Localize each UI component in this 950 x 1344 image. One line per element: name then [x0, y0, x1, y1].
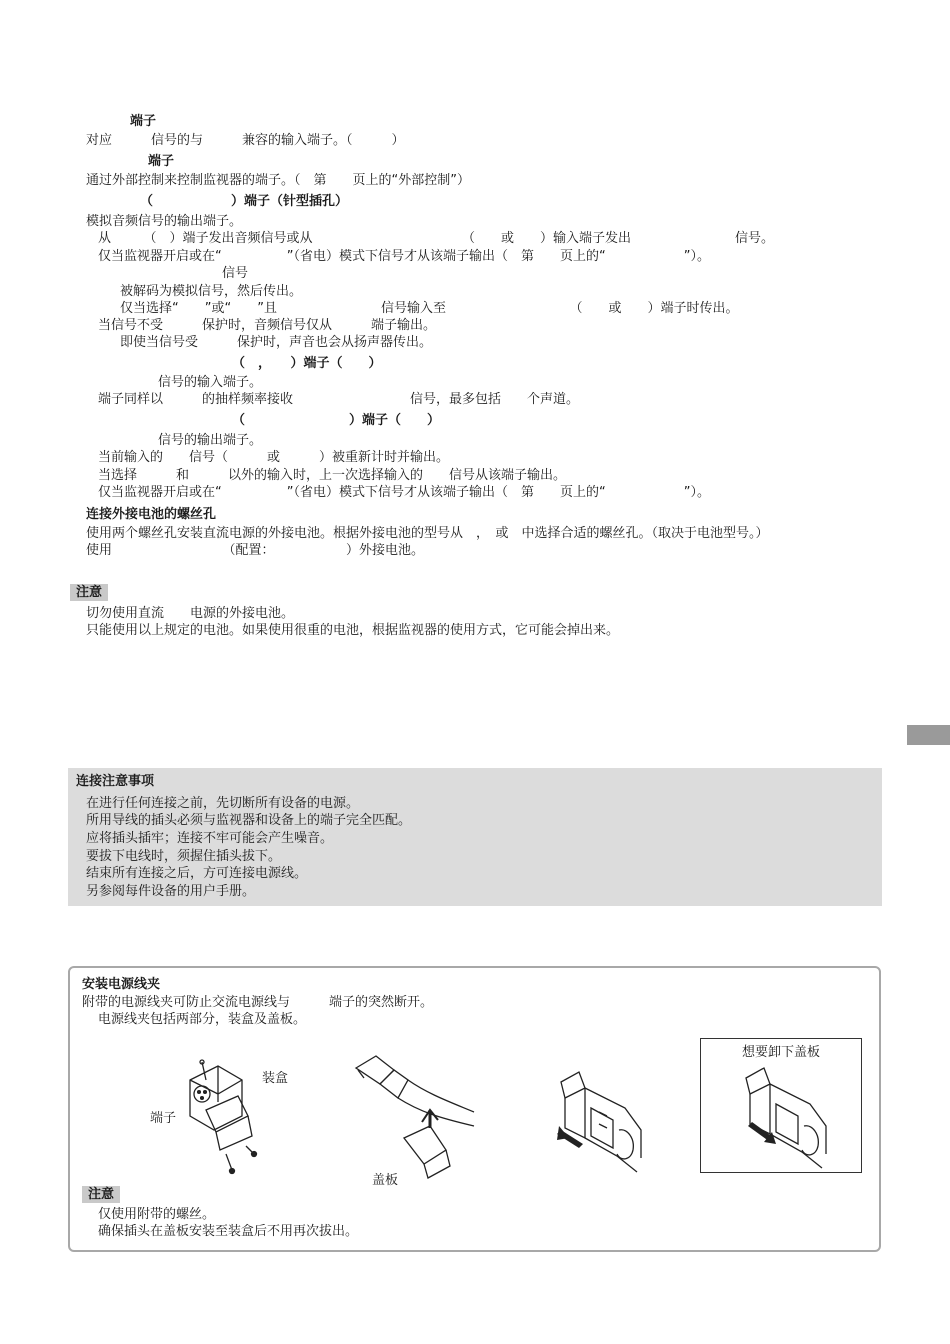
- battery-title: 连接外接电池的螺丝孔: [86, 507, 217, 522]
- terminal5-title: （ ）端子（ ）: [232, 413, 441, 428]
- terminal1-title: 端子: [130, 114, 157, 129]
- terminal4-line: 端子同样以 的抽样频率接收 信号，最多包括 个声道。: [98, 392, 580, 407]
- note-line: 只能使用以上规定的电池。如果使用很重的电池，根据监视器的使用方式，它可能会掉出来。: [86, 623, 620, 638]
- plug-cover-illustration: [350, 1052, 480, 1182]
- terminal5-line: 仅当监视器开启或在“ ”（省电）模式下信号才从该端子输出（ 第 页上的“ ”）。: [98, 485, 710, 500]
- attach-illustration: [555, 1068, 650, 1173]
- connection-title: 连接注意事项: [76, 774, 155, 789]
- label-box: 装盒: [262, 1071, 289, 1086]
- terminal1-desc: 对应 信号的与 兼容的输入端子。（ ）: [86, 133, 405, 148]
- remove-cover-illustration: [740, 1064, 835, 1169]
- terminal4-title: （ ， ）端子（ ）: [232, 356, 382, 371]
- terminal3-line: 仅当选择“ ”或“ ”且 信号输入至 （ 或 ）端子时传出。: [120, 301, 739, 316]
- battery-line: 使用 （配置： ）外接电池。: [86, 543, 425, 558]
- terminal5-line: 当选择 和 以外的输入时，上一次选择输入的 信号从该端子输出。: [98, 468, 567, 483]
- note-line: 切勿使用直流 电源的外接电池。: [86, 606, 295, 621]
- note-label: 注意: [70, 584, 108, 601]
- terminal2-desc: 通过外部控制来控制监视器的端子。（ 第 页上的“外部控制”）: [86, 173, 470, 188]
- connection-line: 在进行任何连接之前，先切断所有设备的电源。: [86, 796, 360, 811]
- terminal5-line: 当前输入的 信号（ 或 ）被重新计时并输出。: [98, 450, 450, 465]
- clamp-note-line: 仅使用附带的螺丝。: [98, 1207, 216, 1222]
- connection-line: 结束所有连接之后，方可连接电源线。: [86, 866, 308, 881]
- terminal3-line: 即使当信号受 保护时，声音也会从扬声器传出。: [120, 335, 433, 350]
- connection-line: 要拔下电线时，须握住插头拔下。: [86, 849, 282, 864]
- terminal3-title: （ ）端子（针型插孔）: [140, 194, 349, 209]
- terminal2-title: 端子: [148, 154, 175, 169]
- terminal5-line: 信号的输出端子。: [158, 433, 263, 448]
- connection-line: 另参阅每件设备的用户手册。: [86, 884, 256, 899]
- connection-line: 所用导线的插头必须与监视器和设备上的端子完全匹配。: [86, 813, 412, 828]
- battery-line: 使用两个螺丝孔安装直流电源的外接电池。根据外接电池的型号从 ， 或 中选择合适的螺丝孔。（取决于电池型号。）: [86, 526, 769, 541]
- terminal3-line: 被解码为模拟信号，然后传出。: [120, 284, 303, 299]
- terminal3-line: 模拟音频信号的输出端子。: [86, 214, 243, 229]
- terminal4-line: 信号的输入端子。: [158, 375, 263, 390]
- clamp-note-label: 注意: [82, 1186, 120, 1203]
- label-remove-cover: 想要卸下盖板: [742, 1045, 821, 1060]
- clamp-line: 附带的电源线夹可防止交流电源线与 端子的突然断开。: [82, 995, 434, 1010]
- terminal3-line: 从 （ ）端子发出音频信号或从 （ 或 ）输入端子发出 信号。: [98, 231, 775, 246]
- terminal3-line: 仅当监视器开启或在“ ”（省电）模式下信号才从该端子输出（ 第 页上的“ ”）。: [98, 249, 710, 264]
- terminal3-line: 当信号不受 保护时，音频信号仅从 端子输出。: [98, 318, 437, 333]
- clamp-title: 安装电源线夹: [82, 977, 161, 992]
- connection-line: 应将插头插牢；连接不牢可能会产生噪音。: [86, 831, 334, 846]
- label-terminal: 端子: [150, 1111, 177, 1126]
- clamp-line: 电源线夹包括两部分，装盒及盖板。: [98, 1012, 307, 1027]
- terminal3-line: 信号: [222, 266, 249, 281]
- label-cover: 盖板: [372, 1173, 399, 1188]
- clamp-box-illustration: [180, 1058, 270, 1178]
- side-tab-marker: [907, 725, 950, 745]
- clamp-note-line: 确保插头在盖板安装至装盒后不用再次拔出。: [98, 1224, 359, 1239]
